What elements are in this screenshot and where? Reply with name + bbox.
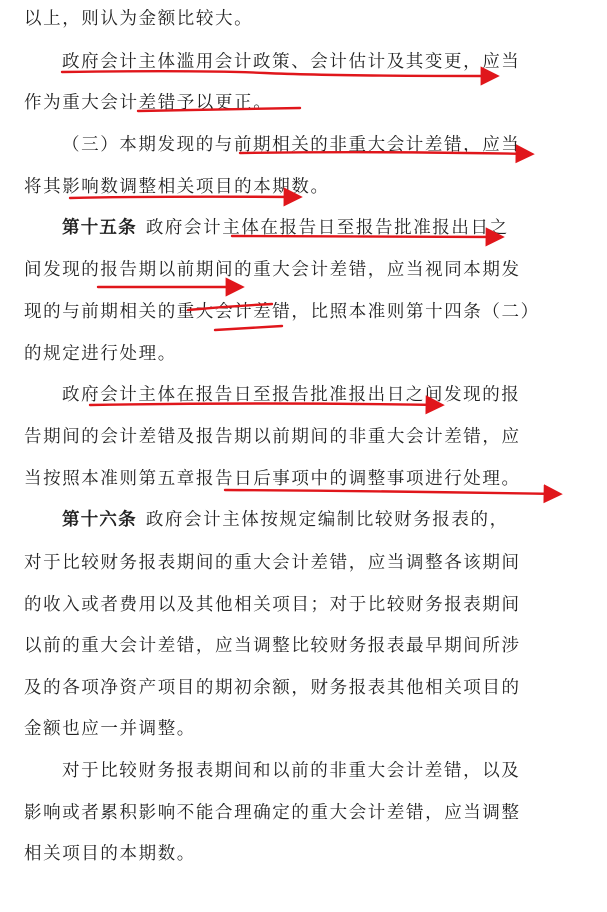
text-line: 金额也应一并调整。 <box>24 719 196 739</box>
text-line: 对于比较财务报表期间和以前的非重大会计差错，以及 <box>62 761 521 781</box>
text-line: 现的与前期相关的重大会计差错，比照本准则第十四条（二） <box>24 302 540 322</box>
text-line: 当按照本准则第五章报告日后事项中的调整事项进行处理。 <box>24 469 521 489</box>
text-line: 的收入或者费用以及其他相关项目；对于比较财务报表期间 <box>24 595 521 615</box>
text-line: 以上，则认为金额比较大。 <box>24 9 254 29</box>
text-line: 对于比较财务报表期间的重大会计差错，应当调整各该期间 <box>24 553 521 573</box>
text-line: 相关项目的本期数。 <box>24 844 196 864</box>
text-line: 影响或者累积影响不能合理确定的重大会计差错，应当调整 <box>24 803 521 823</box>
text-line: 的规定进行处理。 <box>24 344 177 364</box>
text-line: 告期间的会计差错及报告期以前期间的非重大会计差错，应 <box>24 427 521 447</box>
text-line: 及的各项净资产项目的期初余额，财务报表其他相关项目的 <box>24 678 521 698</box>
article-16-first-line <box>62 505 584 535</box>
text-line: 作为重大会计差错予以更正。 <box>24 93 273 113</box>
text-line: 政府会计主体滥用会计政策、会计估计及其变更，应当 <box>62 52 521 72</box>
text-line: 政府会计主体在报告日至报告批准报出日之间发现的报 <box>62 385 521 405</box>
text-line: 政府会计主体在报告日至报告批准报出日之 <box>145 218 509 238</box>
article-16-label: 第十六条 <box>62 510 137 530</box>
text-line: 间发现的报告期以前期间的重大会计差错，应当视同本期发 <box>24 260 521 280</box>
article-15-label: 第十五条 <box>62 218 137 238</box>
text-line: 将其影响数调整相关项目的本期数。 <box>24 177 330 197</box>
article-15-first-line <box>62 213 584 243</box>
text-line: （三）本期发现的与前期相关的非重大会计差错，应当 <box>62 135 521 155</box>
text-line: 政府会计主体按规定编制比较财务报表的， <box>145 510 509 530</box>
text-line: 以前的重大会计差错，应当调整比较财务报表最早期间所涉 <box>24 636 521 656</box>
